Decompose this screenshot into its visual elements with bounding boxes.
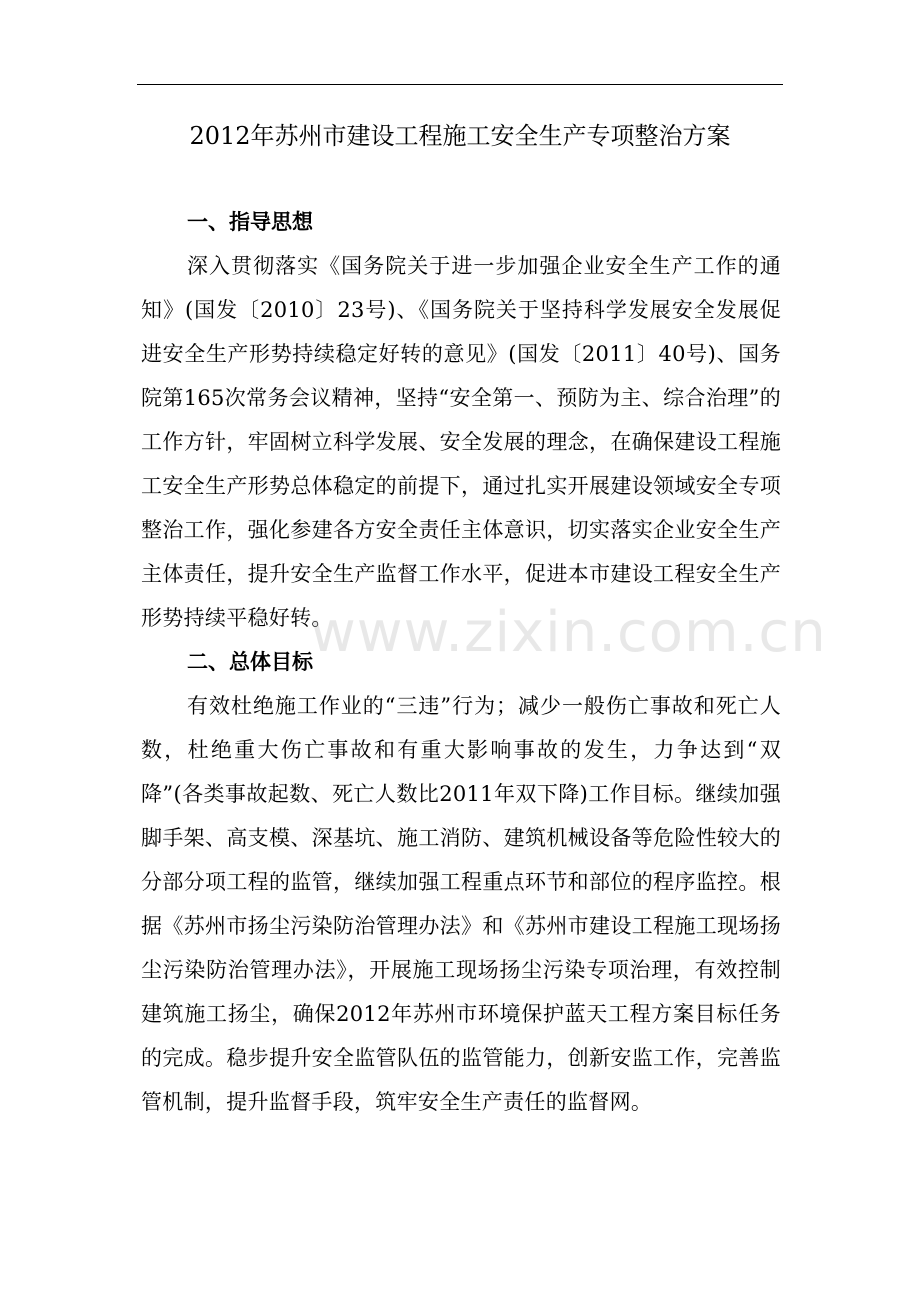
section-paragraph-overall-goals: 有效杜绝施工作业的“三违”行为；减少一般伤亡事故和死亡人数，杜绝重大伤亡事故和有重大影响事故的发生，力争达到“双降”(各类事故起数、死亡人数比2011年双下降)工作目标。继续加强脚手架、高支模、深基坑、施工消防、建筑机械设备等危险性较大的分部分项工程的监管，继续加强工程重点环节和部位的程序监控。根据《苏州市扬尘污染防治管理办法》和《苏州市建设工程施工现场扬尘污染防治管理办法》，开展施工现场扬尘污染专项治理，有效控制建筑施工扬尘，确保2012年苏州市环境保护蓝天工程方案目标任务的完成。稳步提升安全监管队伍的监管能力，创新安监工作，完善监管机制，提升监督手段，筑牢安全生产责任的监督网。	[141, 694, 781, 1114]
document-title: 2012年苏州市建设工程施工安全生产专项整治方案	[189, 122, 731, 150]
site-watermark: www.zixin.com.cn	[310, 600, 827, 665]
header-rule	[137, 84, 783, 85]
section-heading-overall-goals: 二、总体目标	[187, 650, 313, 674]
section-paragraph-guiding-ideology: 深入贯彻落实《国务院关于进一步加强企业安全生产工作的通知》(国发〔2010〕23号)、《国务院关于坚持科学发展安全发展促进安全生产形势持续稳定好转的意见》(国发〔2011〕40号)、国务院第165次常务会议精神，坚持“安全第一、预防为主、综合治理”的工作方针，牢固树立科学发展、安全发展的理念，在确保建设工程施工安全生产形势总体稳定的前提下，通过扎实开展建设领域安全专项整治工作，强化参建各方安全责任主体意识，切实落实企业安全生产主体责任，提升安全生产监督工作水平，促进本市建设工程安全生产形势持续平稳好转。	[141, 254, 781, 630]
document-body	[141, 200, 781, 1124]
section-heading-guiding-ideology: 一、指导思想	[187, 210, 313, 234]
